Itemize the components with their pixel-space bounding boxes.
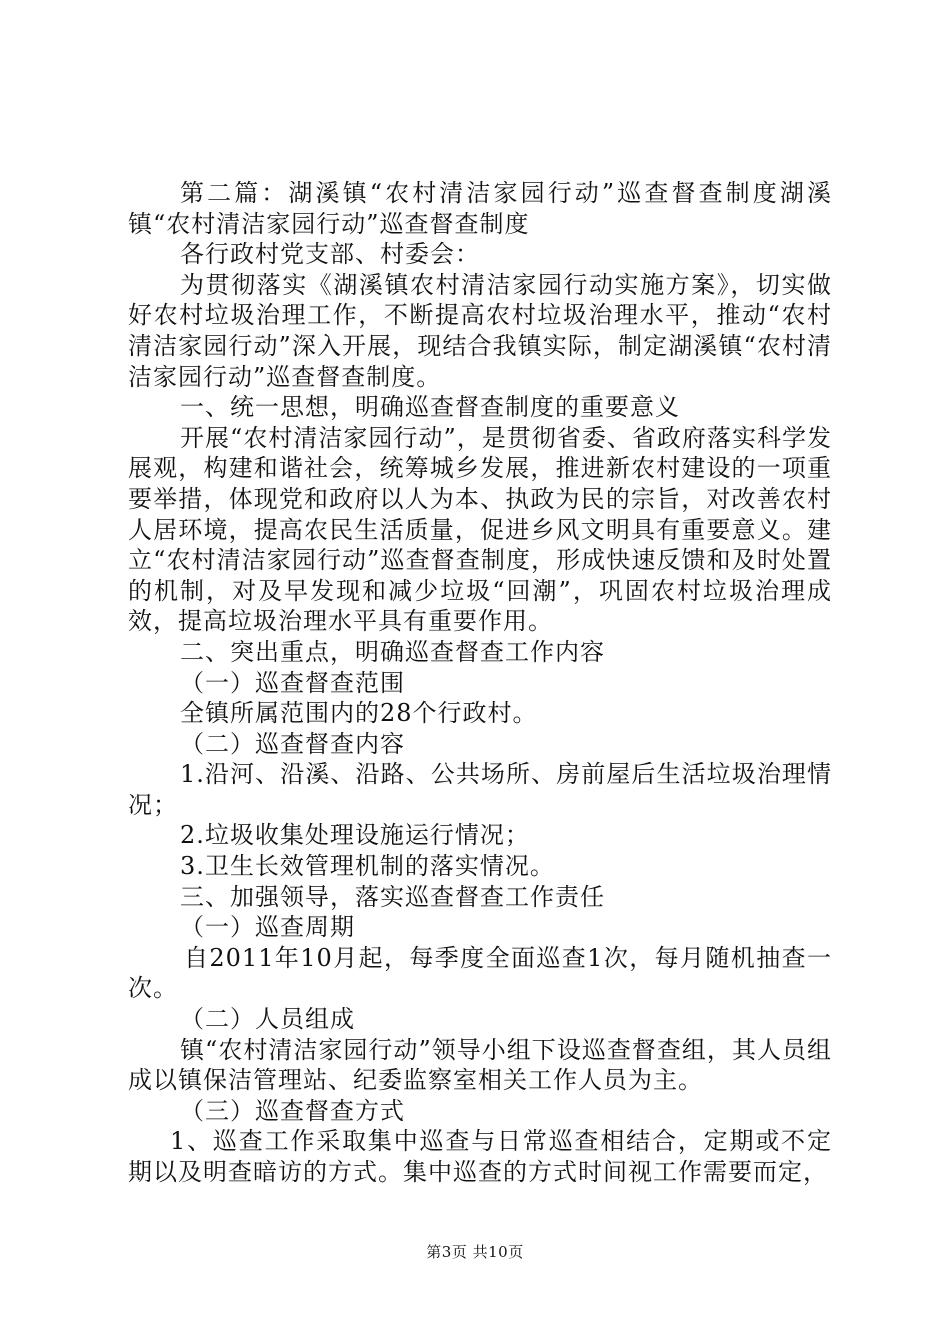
paragraph: 第二篇：湖溪镇“农村清洁家园行动”巡查督查制度湖溪镇“农村清洁家园行动”巡查督查制度: [128, 179, 832, 238]
paragraph: 1、巡查工作采取集中巡查与日常巡查相结合，定期或不定期以及明查暗访的方式。集中巡查的方式时间视工作需要而定，: [128, 1127, 832, 1186]
paragraph: 三、加强领导，落实巡查督查工作责任: [180, 882, 605, 911]
paragraph: 一、统一思想，明确巡查督查制度的重要意义: [180, 393, 680, 422]
paragraph: 开展“农村清洁家园行动”，是贯彻省委、省政府落实科学发展观，构建和谐社会，统筹城乡发展，推进新农村建设的一项重要举措，体现党和政府以人为本、执政为民的宗旨，对改善农村人居环境，提高农民生活质量，促进乡风文明具有重要意义。建立“农村清洁家园行动”巡查督查制度，形成快速反馈和及时处置的机制，对及早发现和减少垃圾“回潮”，巩固农村垃圾治理成效，提高垃圾治理水平具有重要作用。: [128, 423, 832, 636]
paragraph: 为贯彻落实《湖溪镇农村清洁家园行动实施方案》，切实做好农村垃圾治理工作，不断提高农村垃圾治理水平，推动“农村清洁家园行动”深入开展，现结合我镇实际，制定湖溪镇“农村清洁家园行动”巡查督查制度。: [128, 270, 832, 391]
document-body: [128, 178, 832, 1188]
paragraph: 2.垃圾收集处理设施运行情况；: [180, 821, 530, 850]
paragraph: （三）巡查督查方式: [180, 1096, 405, 1125]
paragraph: 二、突出重点，明确巡查督查工作内容: [180, 637, 605, 666]
paragraph: 1.沿河、沿溪、沿路、公共场所、房前屋后生活垃圾治理情况；: [128, 760, 832, 819]
paragraph: 镇“农村清洁家园行动”领导小组下设巡查督查组，其人员组成以镇保洁管理站、纪委监察室相关工作人员为主。: [128, 1035, 832, 1095]
paragraph: 自2011年10月起，每季度全面巡查1次，每月随机抽查一次。: [128, 943, 832, 1003]
paragraph: （一）巡查周期: [180, 913, 355, 942]
paragraph: 3.卫生长效管理机制的落实情况。: [180, 852, 555, 881]
paragraph: 各行政村党支部、村委会：: [180, 240, 480, 269]
paragraph: （二）巡查督查内容: [180, 729, 405, 758]
paragraph: （一）巡查督查范围: [180, 668, 405, 697]
paragraph: 全镇所属范围内的28个行政村。: [180, 699, 538, 728]
page-footer: 第3页 共10页: [426, 1243, 524, 1261]
paragraph: （二）人员组成: [180, 1005, 355, 1034]
